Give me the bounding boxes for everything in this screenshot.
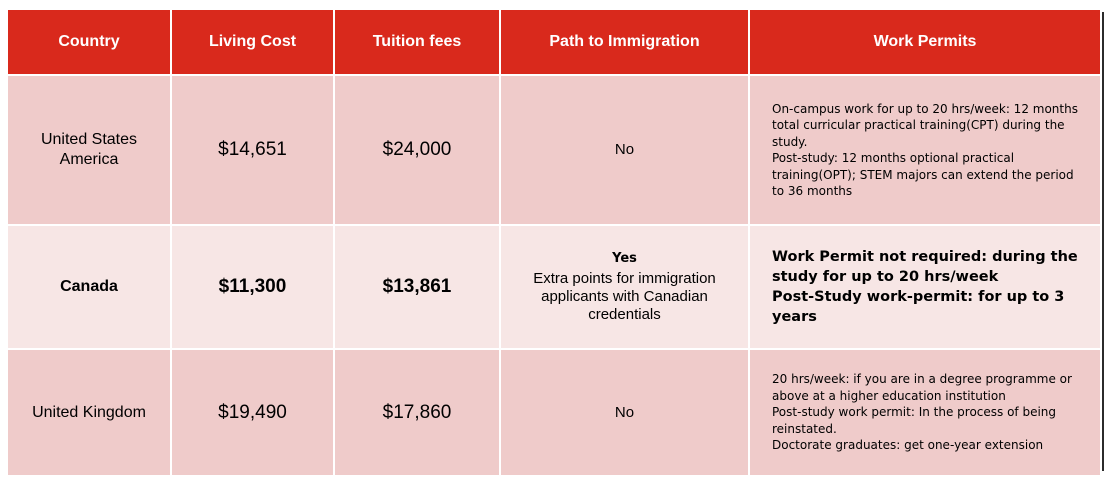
table-row-uk — [7, 349, 1101, 476]
permit-line: Work Permit not required: during the study for up to 20 hrs/week — [772, 249, 1078, 285]
permit-line: Post-study work permit: In the process of being reinstated. — [772, 405, 1057, 436]
immigration-cell — [500, 75, 749, 225]
table-row-canada — [7, 225, 1101, 349]
immigration-detail: Extra points for immigration applicants with Canadian credentials — [533, 270, 716, 323]
header-country: Country — [7, 9, 171, 75]
permit-line: 20 hrs/week: if you are in a degree programme or above at a higher education institution — [772, 372, 1072, 403]
tuition-cell: $24,000 — [334, 75, 500, 225]
living-cost-cell: $14,651 — [171, 75, 334, 225]
permit-line: Doctorate graduates: get one-year extension — [772, 438, 1044, 453]
work-permits-cell — [749, 75, 1101, 225]
immigration-answer: Yes — [612, 251, 637, 266]
work-permits-cell — [749, 349, 1101, 476]
country-cell: Canada — [7, 225, 171, 349]
header-work-permits: Work Permits — [749, 9, 1101, 75]
header-path-to-immigration: Path to Immigration — [500, 9, 749, 75]
living-cost-cell: $19,490 — [171, 349, 334, 476]
permit-line: Post-study: 12 months optional practical training(OPT); STEM majors can extend the period to 36 months — [772, 151, 1074, 198]
country-cell: United States America — [7, 75, 171, 225]
tuition-cell: $13,861 — [334, 225, 500, 349]
header-living-cost: Living Cost — [171, 9, 334, 75]
country-cell: United Kingdom — [7, 349, 171, 476]
permit-line: Post-Study work-permit: for up to 3 years — [772, 289, 1065, 325]
immigration-answer: No — [614, 141, 635, 158]
table-row-usa — [7, 75, 1101, 225]
immigration-cell — [500, 349, 749, 476]
tuition-cell: $17,860 — [334, 349, 500, 476]
living-cost-cell: $11,300 — [171, 225, 334, 349]
header-tuition-fees: Tuition fees — [334, 9, 500, 75]
comparison-table — [6, 8, 1102, 477]
immigration-cell — [500, 225, 749, 349]
work-permits-cell — [749, 225, 1101, 349]
header-row — [7, 9, 1101, 75]
permit-line: On-campus work for up to 20 hrs/week: 12 months total curricular practical training(CPT) during the study. — [772, 101, 1078, 149]
immigration-answer: No — [614, 403, 635, 421]
